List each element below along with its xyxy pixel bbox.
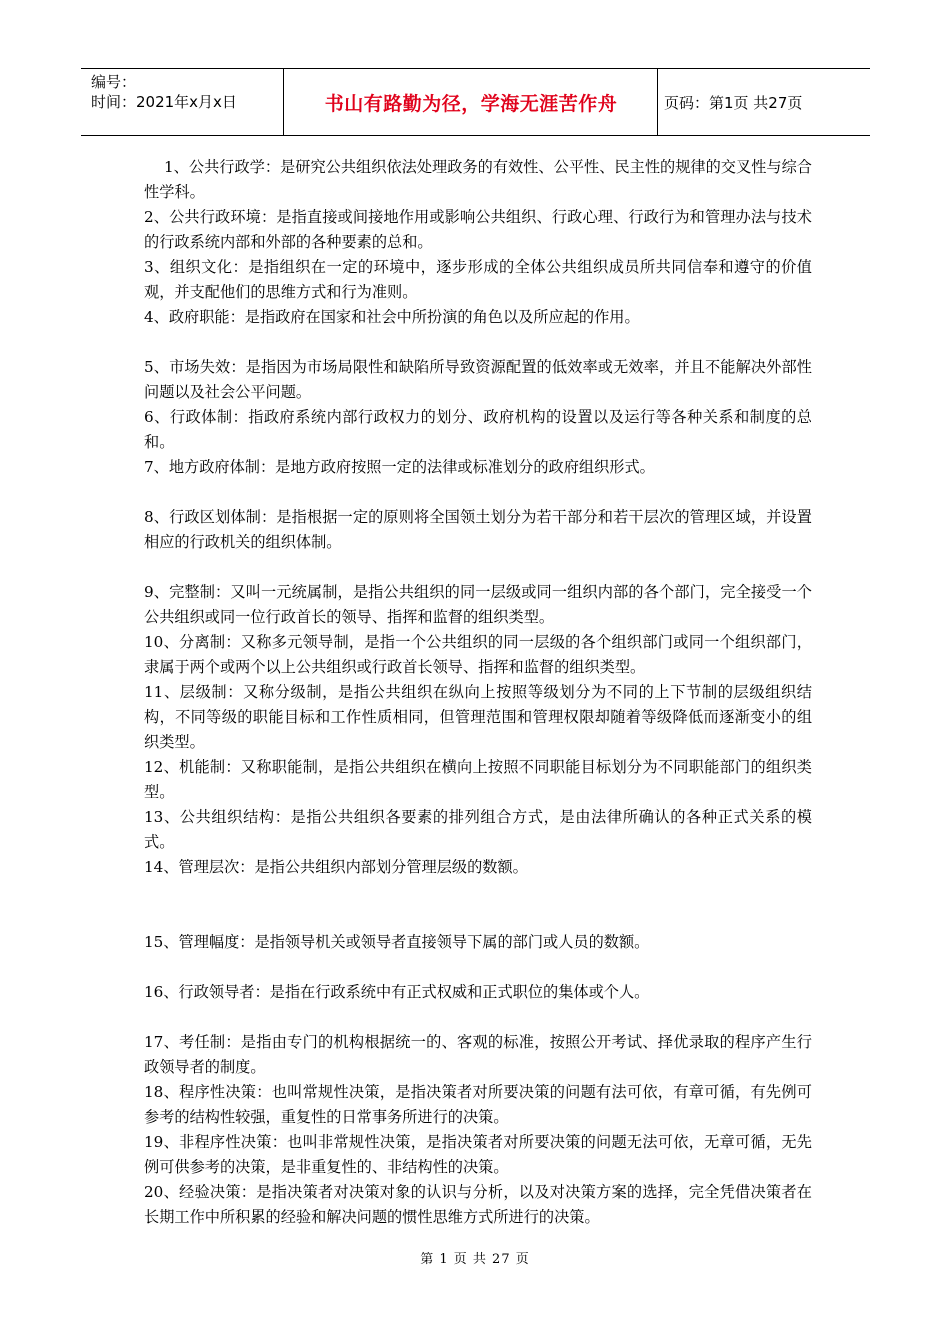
paragraph-9: 9、完整制：又叫一元统属制，是指公共组织的同一层级或同一组织内部的各个部门，完全接受一个公共组织或同一位行政首长的领导、指挥和监督的组织类型。 — [144, 583, 812, 626]
paragraph-20: 20、经验决策：是指决策者对决策对象的认识与分析，以及对决策方案的选择，完全凭借决策者在长期工作中所积累的经验和解决问题的惯性思维方式所进行的决策。 — [144, 1183, 812, 1226]
paragraph-14: 14、管理层次：是指公共组织内部划分管理层级的数额。 — [144, 858, 528, 876]
header-divider-left — [283, 68, 284, 136]
paragraph-19: 19、非程序性决策：也叫非常规性决策，是指决策者对所要决策的问题无法可依，无章可循，无先例可供参考的决策，是非重复性的、非结构性的决策。 — [144, 1133, 812, 1176]
page-footer: 第 1 页 共 27 页 — [420, 1252, 530, 1267]
document-body — [144, 155, 812, 1230]
paragraph-7: 7、地方政府体制：是地方政府按照一定的法律或标准划分的政府组织形式。 — [144, 458, 655, 476]
paragraph-8: 8、行政区划体制：是指根据一定的原则将全国领土划分为若干部分和若干层次的管理区域，并设置相应的行政机关的组织体制。 — [144, 508, 812, 551]
paragraph-6: 6、行政体制：指政府系统内部行政权力的划分、政府机构的设置以及运行等各种关系和制度的总和。 — [144, 408, 812, 451]
header-time-label: 时间：2021年x月x日 — [91, 93, 237, 111]
header-page-info: 页码：第1页 共27页 — [664, 93, 803, 112]
paragraph-1: 1、公共行政学：是研究公共组织依法处理政务的有效性、公平性、民主性的规律的交叉性与综合性学科。 — [144, 158, 812, 201]
paragraph-12: 12、机能制：又称职能制，是指公共组织在横向上按照不同职能目标划分为不同职能部门的组织类型。 — [144, 758, 812, 801]
header-meta — [91, 72, 281, 112]
header-divider-right — [657, 68, 658, 136]
paragraph-13: 13、公共组织结构：是指公共组织各要素的排列组合方式，是由法律所确认的各种正式关系的模式。 — [144, 808, 812, 851]
header-code-label: 编号： — [91, 73, 137, 91]
header-motto: 书山有路勤为径，学海无涯苦作舟 — [324, 92, 618, 115]
paragraph-18: 18、程序性决策：也叫常规性决策，是指决策者对所要决策的问题有法可依，有章可循，有先例可参考的结构性较强，重复性的日常事务所进行的决策。 — [144, 1083, 812, 1126]
paragraph-15: 15、管理幅度：是指领导机关或领导者直接领导下属的部门或人员的数额。 — [144, 933, 650, 951]
paragraph-11: 11、层级制：又称分级制，是指公共组织在纵向上按照等级划分为不同的上下节制的层级组织结构，不同等级的职能目标和工作性质相同，但管理范围和管理权限却随着等级降低而逐渐变小的组织类型。 — [144, 683, 812, 751]
paragraph-16: 16、行政领导者：是指在行政系统中有正式权威和正式职位的集体或个人。 — [144, 983, 650, 1001]
paragraph-3: 3、组织文化：是指组织在一定的环境中，逐步形成的全体公共组织成员所共同信奉和遵守的价值观，并支配他们的思维方式和行为准则。 — [144, 258, 812, 301]
paragraph-17: 17、考任制：是指由专门的机构根据统一的、客观的标准，按照公开考试、择优录取的程序产生行政领导者的制度。 — [144, 1033, 812, 1076]
paragraph-4: 4、政府职能：是指政府在国家和社会中所扮演的角色以及所应起的作用。 — [144, 308, 640, 326]
paragraph-2: 2、公共行政环境：是指直接或间接地作用或影响公共组织、行政心理、行政行为和管理办法与技术的行政系统内部和外部的各种要素的总和。 — [144, 208, 812, 251]
paragraph-10: 10、分离制：又称多元领导制，是指一个公共组织的同一层级的各个组织部门或同一个组织部门，隶属于两个或两个以上公共组织或行政首长领导、指挥和监督的组织类型。 — [144, 633, 812, 676]
paragraph-5: 5、市场失效：是指因为市场局限性和缺陷所导致资源配置的低效率或无效率，并且不能解决外部性问题以及社会公平问题。 — [144, 358, 812, 401]
